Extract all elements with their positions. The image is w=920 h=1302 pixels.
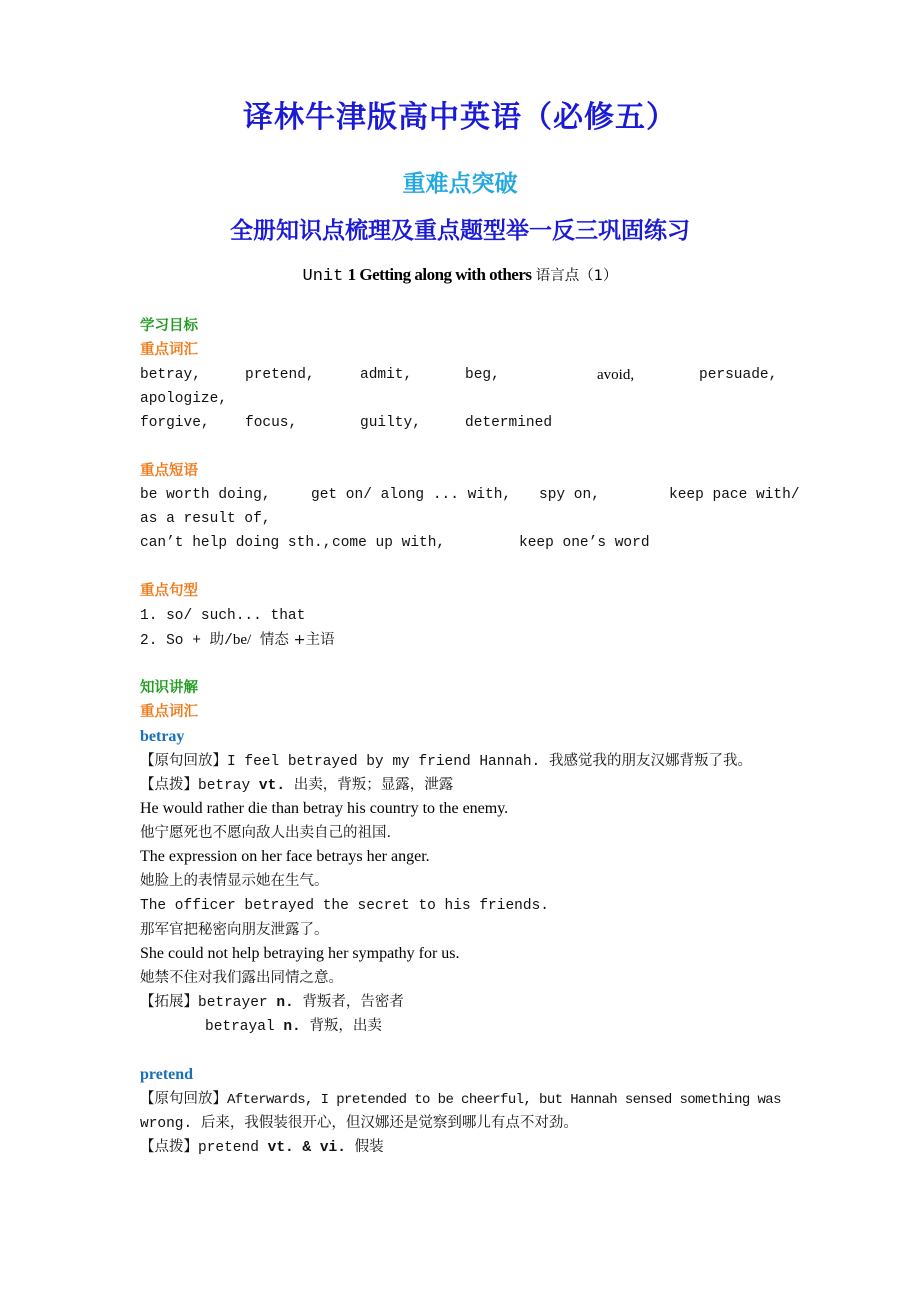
vocab-item: betray, <box>140 367 201 383</box>
betray-example-4-cn: 她禁不住对我们露出同情之意。 <box>140 970 343 986</box>
vocab-item: persuade, <box>699 367 778 383</box>
tag-label: 【点拨】 <box>140 1139 198 1155</box>
vocab-item: pretend, <box>245 367 315 383</box>
ext-cn: 背叛，出卖 <box>309 1018 382 1034</box>
orig-cn: 我感觉我的朋友汉娜背叛了我。 <box>548 753 752 769</box>
ext-cn: 背叛者，告密者 <box>302 994 404 1010</box>
vocab-item: admit, <box>360 367 413 383</box>
betray-example-1-cn: 他宁愿死也不愿向敌人出卖自己的祖国. <box>140 825 392 841</box>
orig-en: Afterwards, I pretended to be cheerful, but Hannah sensed something was <box>227 1092 781 1108</box>
document-title: 译林牛津版高中英语（必修五） <box>243 100 677 135</box>
sentence-part: 2. So + 助/ <box>140 633 233 649</box>
phrase-item: keep one’s word <box>519 535 650 551</box>
betray-example-2-cn: 她脸上的表情显示她在生气。 <box>140 873 329 889</box>
vocab-item: forgive, <box>140 415 210 431</box>
entry-word-betray: betray <box>140 728 185 745</box>
betray-example-1-en: He would rather die than betray his country to the enemy. <box>140 800 509 817</box>
betray-example-3-en: The officer betrayed the secret to his friends. <box>140 898 549 914</box>
goals-heading: 学习目标 <box>140 318 198 334</box>
betray-original-sentence <box>140 751 752 772</box>
betray-extension-2 <box>205 1016 382 1037</box>
pretend-original-sentence <box>140 1089 781 1110</box>
betray-example-3-cn: 那军官把秘密向朋友泄露了。 <box>140 922 329 938</box>
part-of-speech: vt. & vi. <box>267 1140 346 1156</box>
phrase-row-2: as a result of, <box>140 511 271 527</box>
phrase-item: be worth doing, <box>140 487 271 503</box>
tip-cn: 出卖，背叛；显露，泄露 <box>293 777 454 793</box>
sentence-part: be/ <box>232 632 252 648</box>
betray-example-2-en: The expression on her face betrays her anger. <box>140 848 430 865</box>
phrase-item: can’t help doing sth., <box>140 535 332 551</box>
orig-en: wrong. <box>140 1116 193 1132</box>
unit-suffix: 语言点（1） <box>535 268 618 284</box>
orig-cn: 后来，我假装很开心，但汉娜还是觉察到哪儿有点不对劲。 <box>200 1115 578 1131</box>
vocab-item: guilty, <box>360 415 421 431</box>
tag-label: 【拓展】 <box>140 994 198 1010</box>
unit-prefix: Unit <box>302 267 344 286</box>
goals-sentence-heading: 重点句型 <box>140 583 198 599</box>
phrase-item: keep pace with/ <box>669 487 800 503</box>
orig-en: I feel betrayed by my friend Hannah. <box>227 754 541 770</box>
sentence-part: 情态 +主语 <box>259 632 335 648</box>
pretend-tip <box>140 1137 384 1158</box>
document-subtitle: 重难点突破 <box>402 170 518 197</box>
knowledge-vocab-heading: 重点词汇 <box>140 704 198 720</box>
part-of-speech: vt. <box>258 778 286 794</box>
betray-extension-1 <box>140 992 404 1013</box>
goals-vocab-heading: 重点词汇 <box>140 342 198 358</box>
part-of-speech: n. <box>283 1019 301 1035</box>
unit-name: 1 Getting along with others <box>347 265 532 284</box>
tag-label: 【点拨】 <box>140 777 198 793</box>
unit-heading <box>0 264 920 286</box>
knowledge-heading: 知识讲解 <box>140 680 198 696</box>
tip-word: pretend <box>198 1140 259 1156</box>
pretend-original-sentence-cont <box>140 1113 578 1134</box>
sentence-pattern-2 <box>140 630 335 651</box>
vocab-item: avoid, <box>597 367 635 383</box>
entry-word-pretend: pretend <box>140 1066 194 1083</box>
part-of-speech: n. <box>276 995 294 1011</box>
phrase-item: spy on, <box>539 487 600 503</box>
sentence-pattern-1: 1. so/ such... that <box>140 608 306 624</box>
vocab-item: determined <box>465 415 553 431</box>
tip-cn: 假装 <box>354 1139 384 1155</box>
betray-tip <box>140 775 453 796</box>
phrase-item: get on/ along ... with, <box>311 487 512 503</box>
vocab-item: focus, <box>245 415 298 431</box>
document-subtitle-2: 全册知识点梳理及重点题型举一反三巩固练习 <box>230 217 690 244</box>
ext-word: betrayal <box>205 1019 275 1035</box>
tip-word: betray <box>198 778 251 794</box>
phrase-item: come up with, <box>332 535 446 551</box>
vocab-row-2: apologize, <box>140 391 228 407</box>
vocab-item: beg, <box>465 367 500 383</box>
ext-word: betrayer <box>198 995 268 1011</box>
betray-example-4-en: She could not help betraying her sympathy for us. <box>140 945 460 962</box>
tag-label: 【原句回放】 <box>140 1091 227 1107</box>
goals-phrase-heading: 重点短语 <box>140 463 198 479</box>
tag-label: 【原句回放】 <box>140 753 227 769</box>
